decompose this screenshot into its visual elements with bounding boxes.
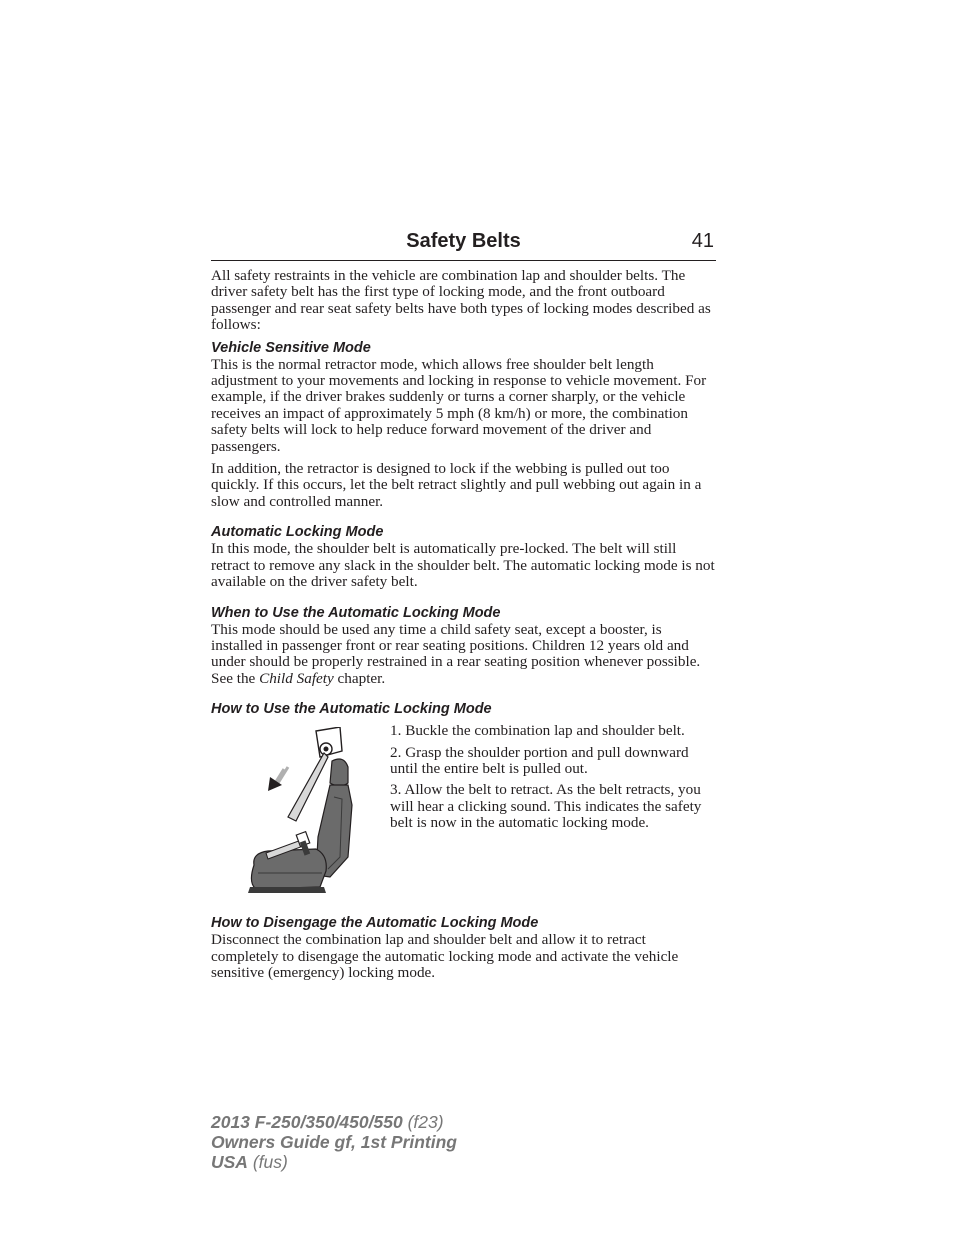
- heading-when-to-use: When to Use the Automatic Locking Mode: [211, 604, 501, 621]
- heading-vehicle-sensitive-mode: Vehicle Sensitive Mode: [211, 339, 371, 356]
- page-footer: [211, 1112, 457, 1172]
- how-to-use-section: [211, 721, 716, 901]
- when-to-use-text: This mode should be used any time a child safety seat, except a booster, is installed in passenger front or rear seating positions. Children 12 years old and under should be properly restrained in a rear seating position whenever possible. See the: [211, 620, 701, 687]
- footer-model-code: (f23): [402, 1112, 444, 1132]
- heading-how-to-use: How to Use the Automatic Locking Mode: [211, 701, 492, 718]
- footer-region-code: (fus): [247, 1152, 288, 1172]
- when-to-use-text-end: chapter.: [333, 669, 386, 687]
- child-safety-reference: Child Safety: [259, 669, 334, 687]
- footer-region: USA: [211, 1152, 248, 1172]
- page-content: [211, 268, 716, 987]
- step-1: 1. Buckle the combination lap and shoulder belt.: [390, 722, 685, 740]
- page-header: [211, 228, 716, 261]
- when-to-use-paragraph: [211, 622, 716, 688]
- heading-automatic-locking-mode: Automatic Locking Mode: [211, 524, 384, 541]
- seat-belt-diagram-icon: [244, 727, 354, 895]
- vehicle-sensitive-paragraph-1: This is the normal retractor mode, which allows free shoulder belt length adjustment to your movements and locking in response to vehicle movement. For example, if the driver brakes suddenly or turns a corner sharply, or the vehicle receives an impact of approximately 5 mph (8 km/h) or more, the combination safety belts will lock to help reduce forward movement of the driver and passengers.: [211, 355, 707, 455]
- step-3: 3. Allow the belt to retract. As the belt retracts, you will hear a clicking sound. This indicates the safety belt is now in the automatic locking mode.: [390, 781, 702, 832]
- page-number: 41: [691, 230, 714, 252]
- footer-line-2: [211, 1132, 457, 1152]
- steps-list: [390, 723, 710, 836]
- footer-line-1: [211, 1112, 457, 1132]
- heading-how-to-disengage: How to Disengage the Automatic Locking Mode: [211, 915, 539, 932]
- step-2: 2. Grasp the shoulder portion and pull downward until the entire belt is pulled out.: [390, 743, 689, 777]
- intro-paragraph: All safety restraints in the vehicle are combination lap and shoulder belts. The driver safety belt has the first type of locking mode, and the front outboard passenger and rear seat safety belts have both types of locking modes described as follows:: [211, 267, 711, 334]
- automatic-locking-paragraph: In this mode, the shoulder belt is automatically pre-locked. The belt will still retract to remove any slack in the shoulder belt. The automatic locking mode is not available on the driver safety belt.: [211, 540, 715, 591]
- footer-guide: Owners Guide gf, 1st Printing: [211, 1132, 457, 1152]
- how-to-disengage-paragraph: Disconnect the combination lap and shoulder belt and allow it to retract completely to disengage the automatic locking mode and activate the vehicle sensitive (emergency) locking mode.: [211, 931, 679, 981]
- page-title: Safety Belts: [406, 230, 521, 252]
- footer-model: 2013 F-250/350/450/550: [211, 1112, 403, 1132]
- footer-line-3: [211, 1152, 457, 1172]
- vehicle-sensitive-paragraph-2: In addition, the retractor is designed to lock if the webbing is pulled out too quickly. If this occurs, let the belt retract slightly and pull webbing out again in a slow and controlled manner.: [211, 460, 702, 510]
